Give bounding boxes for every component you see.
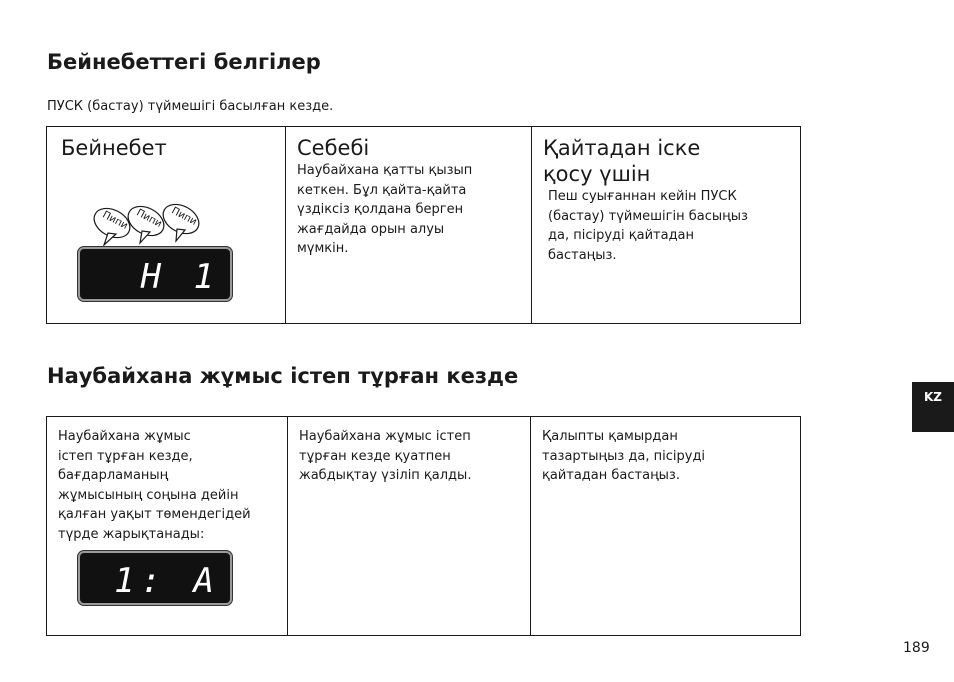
fix-text: Қалыпты қамырдан тазартыңыз да, пісіруді қайтадан бастаңыз. — [542, 429, 706, 483]
section-title-while-running: Наубайхана жұмыс істеп тұрған кезде — [47, 364, 519, 388]
fix-text: Пеш суығаннан кейін ПУСК (бастау) түймешігін басыңыз да, пісіруді қайтадан бастаңыз. — [548, 189, 748, 263]
cause-text: Наубайхана жұмыс істеп тұрған кезде қуатпен жабдықтау үзіліп қалды. — [299, 429, 472, 483]
lcd-code: 1: A — [114, 561, 220, 601]
beep-bubbles-icon — [90, 201, 210, 251]
beep-word: Пипи — [134, 207, 164, 230]
lcd-display-time — [78, 551, 232, 605]
fix-cell — [531, 417, 801, 636]
cause-text: Наубайхана қатты қызып кеткен. Бұл қайта-қайта үздіксіз қолдана берген жағдайда орын алуы мүмкін. — [297, 163, 473, 256]
header-fix: Қайтадан іске қосу үшін — [543, 136, 701, 186]
beep-word: Пипи — [169, 205, 199, 228]
screen-description: Наубайхана жұмыс істеп тұрған кезде, бағдарламаның жұмысының соңына дейін қалған уақыт төмендегідей түрде жарықтанады: — [58, 429, 251, 542]
lcd-display-h1 — [78, 247, 232, 301]
language-tab: KZ — [912, 382, 954, 432]
fix-cell — [532, 127, 801, 324]
beep-word: Пипи — [100, 209, 130, 232]
lcd-code: H 1 — [140, 257, 220, 297]
lcd-segments — [80, 553, 230, 603]
lcd-segments — [80, 249, 230, 299]
intro-text: ПУСК (бастау) түймешігі басылған кезде. — [47, 99, 334, 114]
section-title-display-indicators: Бейнебеттегі белгілер — [47, 50, 321, 74]
header-screen: Бейнебет — [61, 136, 167, 160]
header-cause: Себебі — [297, 136, 370, 160]
cause-cell — [286, 127, 532, 324]
cause-cell — [288, 417, 531, 636]
page-number: 189 — [903, 640, 930, 656]
